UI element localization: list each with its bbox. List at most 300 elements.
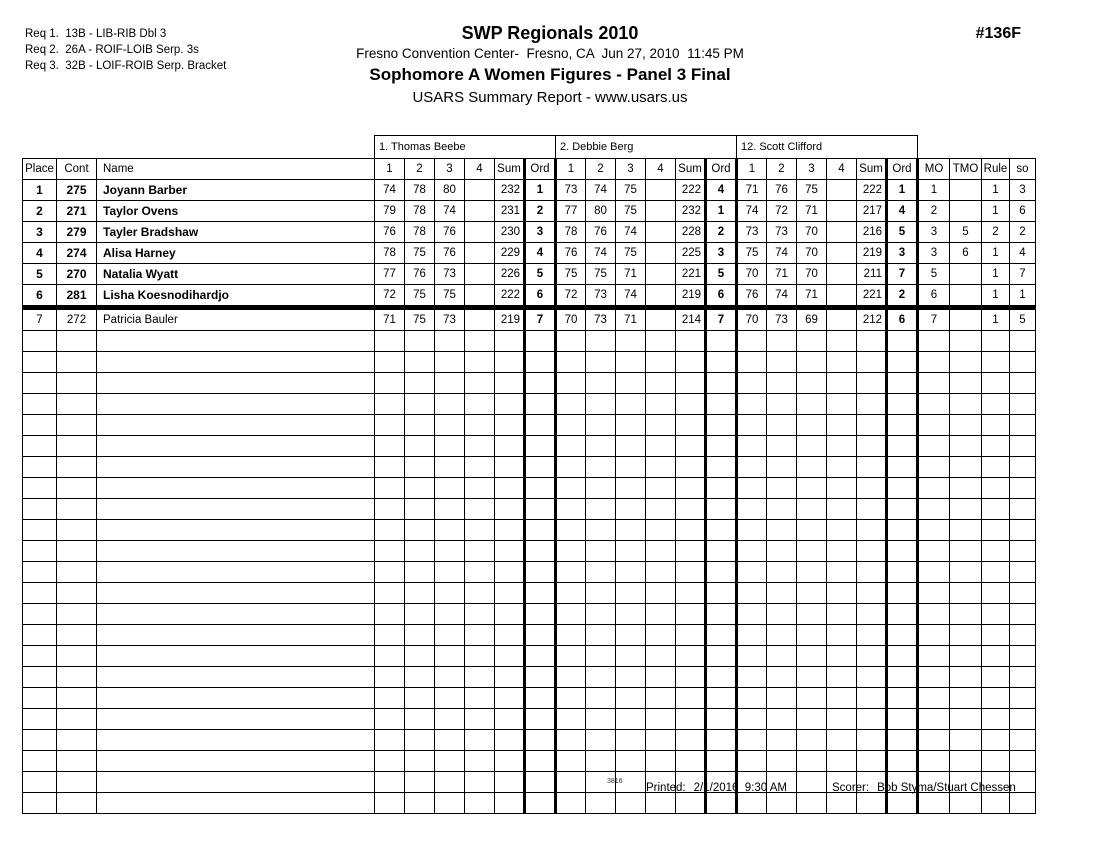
place-cell: 4 (23, 243, 57, 264)
score-cell (465, 243, 495, 264)
score-cell (375, 541, 405, 562)
ordinal-cell (525, 751, 556, 772)
ordinal-cell (706, 352, 737, 373)
so-cell (1010, 457, 1036, 478)
place-cell (23, 436, 57, 457)
score-cell (646, 373, 676, 394)
place-cell (23, 520, 57, 541)
score-cell: 76 (556, 243, 586, 264)
score-cell (646, 751, 676, 772)
empty-row (23, 667, 1036, 688)
ordinal-cell: 4 (525, 243, 556, 264)
tmo-cell (950, 688, 982, 709)
score-cell: 70 (797, 243, 827, 264)
sum-cell: 232 (495, 180, 525, 201)
score-cell (737, 520, 767, 541)
majority-cell (918, 541, 950, 562)
score-cell (586, 709, 616, 730)
sum-cell (676, 373, 706, 394)
name-cell (97, 541, 375, 562)
rule-cell (982, 667, 1010, 688)
rule-cell: 2 (982, 222, 1010, 243)
score-cell (465, 201, 495, 222)
score-cell (435, 331, 465, 352)
score-cell: 73 (556, 180, 586, 201)
score-cell: 75 (797, 180, 827, 201)
score-cell (767, 751, 797, 772)
majority-cell (918, 751, 950, 772)
so-cell: 1 (1010, 285, 1036, 308)
contestant-number-cell (57, 415, 97, 436)
score-cell (646, 562, 676, 583)
score-cell (827, 541, 857, 562)
score-cell (435, 541, 465, 562)
ordinal-cell (525, 772, 556, 793)
sum-cell (495, 520, 525, 541)
score-cell (827, 667, 857, 688)
score-cell: 74 (616, 285, 646, 308)
empty-row (23, 541, 1036, 562)
place-cell: 5 (23, 264, 57, 285)
score-cell (646, 308, 676, 331)
rule-cell (982, 688, 1010, 709)
rule-cell (982, 415, 1010, 436)
empty-row (23, 436, 1036, 457)
score-cell (375, 709, 405, 730)
score-cell (556, 373, 586, 394)
name-cell (97, 709, 375, 730)
judge3-score3-header: 3 (797, 159, 827, 180)
name-cell (97, 730, 375, 751)
score-cell (616, 436, 646, 457)
score-cell (435, 415, 465, 436)
score-cell (616, 499, 646, 520)
score-cell (375, 394, 405, 415)
ordinal-cell (887, 625, 918, 646)
score-cell (797, 709, 827, 730)
place-cell (23, 394, 57, 415)
printed-label: Printed: (646, 782, 686, 794)
ordinal-cell (525, 583, 556, 604)
score-cell (375, 478, 405, 499)
sum-cell (495, 394, 525, 415)
score-cell (737, 793, 767, 814)
judge2-score3-header: 3 (616, 159, 646, 180)
score-cell (616, 415, 646, 436)
sum-cell (676, 352, 706, 373)
empty-row (23, 688, 1036, 709)
tmo-cell (950, 285, 982, 308)
ordinal-cell (887, 499, 918, 520)
tmo-header: TMO (950, 159, 982, 180)
score-cell (737, 709, 767, 730)
result-row (23, 222, 1036, 243)
printed-line (646, 782, 787, 794)
ordinal-cell (887, 541, 918, 562)
score-cell (616, 793, 646, 814)
score-cell (375, 646, 405, 667)
score-cell (465, 285, 495, 308)
sum-cell (495, 709, 525, 730)
score-cell (435, 646, 465, 667)
score-cell (767, 730, 797, 751)
contestant-number-cell (57, 541, 97, 562)
score-cell (405, 520, 435, 541)
score-cell (375, 730, 405, 751)
ordinal-cell (887, 478, 918, 499)
sum-cell (495, 751, 525, 772)
result-row (23, 264, 1036, 285)
sum-cell (676, 793, 706, 814)
sum-cell (495, 730, 525, 751)
empty-row (23, 562, 1036, 583)
score-cell (797, 352, 827, 373)
score-cell (405, 373, 435, 394)
score-cell: 71 (375, 308, 405, 331)
score-cell (586, 373, 616, 394)
score-cell (797, 478, 827, 499)
scorer-value: Bob Styma/Stuart Chessen (877, 782, 1016, 794)
empty-row (23, 709, 1036, 730)
score-cell: 75 (435, 285, 465, 308)
score-cell (827, 394, 857, 415)
rule-cell (982, 499, 1010, 520)
name-cell (97, 520, 375, 541)
score-cell (737, 499, 767, 520)
ordinal-cell: 1 (887, 180, 918, 201)
score-cell (586, 730, 616, 751)
majority-header: MO (918, 159, 950, 180)
score-cell (435, 625, 465, 646)
score-cell (646, 625, 676, 646)
sum-cell (495, 331, 525, 352)
ordinal-cell: 2 (706, 222, 737, 243)
score-cell (737, 352, 767, 373)
ordinal-cell (887, 688, 918, 709)
ordinal-cell (887, 730, 918, 751)
score-cell: 76 (586, 222, 616, 243)
score-cell (646, 201, 676, 222)
tmo-cell (950, 499, 982, 520)
place-cell (23, 646, 57, 667)
score-cell (797, 730, 827, 751)
rule-cell (982, 751, 1010, 772)
score-cell (405, 772, 435, 793)
score-cell (646, 583, 676, 604)
sum-cell (676, 499, 706, 520)
rule-cell (982, 373, 1010, 394)
tmo-cell (950, 583, 982, 604)
score-cell (405, 667, 435, 688)
score-cell (767, 688, 797, 709)
so-cell (1010, 751, 1036, 772)
tmo-cell (950, 646, 982, 667)
sum-cell: 232 (676, 201, 706, 222)
score-cell (375, 751, 405, 772)
ordinal-cell (706, 646, 737, 667)
tmo-cell: 5 (950, 222, 982, 243)
name-cell (97, 562, 375, 583)
score-cell (556, 751, 586, 772)
score-cell (586, 604, 616, 625)
majority-cell (918, 331, 950, 352)
score-cell (586, 541, 616, 562)
ordinal-cell (706, 436, 737, 457)
score-cell: 71 (616, 308, 646, 331)
name-header: Name (97, 159, 375, 180)
score-cell (767, 415, 797, 436)
score-cell: 75 (616, 180, 646, 201)
score-cell (737, 415, 767, 436)
contestant-number-cell (57, 604, 97, 625)
judge-name-box-3: 12. Scott Clifford (737, 136, 918, 159)
score-cell (405, 604, 435, 625)
score-cell (465, 478, 495, 499)
score-cell: 80 (435, 180, 465, 201)
score-cell (586, 394, 616, 415)
score-cell (405, 562, 435, 583)
score-cell (646, 604, 676, 625)
score-cell (405, 331, 435, 352)
sum-cell (495, 646, 525, 667)
ordinal-cell (887, 604, 918, 625)
score-cell (465, 772, 495, 793)
score-cell (616, 478, 646, 499)
so-cell (1010, 646, 1036, 667)
score-cell (737, 562, 767, 583)
score-cell (646, 793, 676, 814)
sum-cell: 211 (857, 264, 887, 285)
score-cell (435, 394, 465, 415)
score-cell (556, 646, 586, 667)
empty-row (23, 331, 1036, 352)
score-cell (465, 308, 495, 331)
score-cell (556, 562, 586, 583)
sum-cell (676, 751, 706, 772)
score-cell (405, 415, 435, 436)
place-cell (23, 667, 57, 688)
score-cell (465, 331, 495, 352)
so-cell: 7 (1010, 264, 1036, 285)
sum-cell (495, 562, 525, 583)
sum-cell: 222 (857, 180, 887, 201)
score-cell: 73 (767, 308, 797, 331)
score-cell (586, 646, 616, 667)
score-cell (465, 180, 495, 201)
score-cell (827, 478, 857, 499)
so-cell: 4 (1010, 243, 1036, 264)
tmo-cell (950, 625, 982, 646)
majority-cell (918, 646, 950, 667)
ordinal-cell (706, 730, 737, 751)
score-cell (797, 793, 827, 814)
rule-cell (982, 457, 1010, 478)
tmo-cell (950, 308, 982, 331)
sum-cell (495, 457, 525, 478)
sum-cell: 219 (495, 308, 525, 331)
majority-cell (918, 394, 950, 415)
score-cell (405, 478, 435, 499)
score-cell (465, 583, 495, 604)
event-panel-title: Sophomore A Women Figures - Panel 3 Final (369, 65, 731, 84)
score-cell: 73 (586, 285, 616, 308)
score-cell (646, 646, 676, 667)
ordinal-cell: 7 (706, 308, 737, 331)
score-cell (827, 201, 857, 222)
score-cell (616, 625, 646, 646)
sum-cell (857, 331, 887, 352)
place-cell (23, 499, 57, 520)
contestant-number-cell (57, 793, 97, 814)
score-cell (556, 667, 586, 688)
result-row (23, 308, 1036, 331)
score-cell (556, 331, 586, 352)
rule-cell (982, 709, 1010, 730)
so-cell (1010, 394, 1036, 415)
score-cell (767, 793, 797, 814)
majority-cell (918, 415, 950, 436)
name-cell: Alisa Harney (97, 243, 375, 264)
score-cell: 72 (556, 285, 586, 308)
empty-row (23, 646, 1036, 667)
scorer-label: Scorer: (832, 782, 870, 794)
so-cell (1010, 709, 1036, 730)
score-cell (797, 562, 827, 583)
judge1-score4-header: 4 (465, 159, 495, 180)
so-header: so (1010, 159, 1036, 180)
sum-cell (676, 331, 706, 352)
ordinal-cell: 1 (706, 201, 737, 222)
tmo-cell (950, 751, 982, 772)
score-cell: 73 (435, 264, 465, 285)
tmo-cell (950, 604, 982, 625)
score-cell (405, 793, 435, 814)
judge3-score2-header: 2 (767, 159, 797, 180)
name-cell: Patricia Bauler (97, 308, 375, 331)
name-cell (97, 667, 375, 688)
score-cell (767, 583, 797, 604)
score-cell (827, 331, 857, 352)
score-cell (435, 772, 465, 793)
sum-cell (495, 793, 525, 814)
sum-cell: 212 (857, 308, 887, 331)
score-cell (646, 520, 676, 541)
place-cell (23, 541, 57, 562)
rule-cell (982, 730, 1010, 751)
score-cell (797, 457, 827, 478)
place-cell: 6 (23, 285, 57, 308)
majority-cell (918, 520, 950, 541)
so-cell (1010, 436, 1036, 457)
score-cell (737, 688, 767, 709)
name-cell (97, 625, 375, 646)
score-cell (586, 436, 616, 457)
ordinal-cell (706, 499, 737, 520)
sum-cell (495, 625, 525, 646)
name-cell: Tayler Bradshaw (97, 222, 375, 243)
ordinal-cell (525, 331, 556, 352)
score-cell (797, 499, 827, 520)
score-cell (375, 415, 405, 436)
sum-cell (857, 751, 887, 772)
tmo-cell: 6 (950, 243, 982, 264)
ordinal-cell (525, 793, 556, 814)
majority-cell: 7 (918, 308, 950, 331)
ordinal-cell (525, 709, 556, 730)
sum-cell (676, 730, 706, 751)
score-cell (465, 499, 495, 520)
empty-row (23, 520, 1036, 541)
judge1-ordinal-header: Ord (525, 159, 556, 180)
score-cell: 75 (405, 243, 435, 264)
score-cell (827, 457, 857, 478)
score-cell (465, 562, 495, 583)
ordinal-cell (525, 688, 556, 709)
judge1-score1-header: 1 (375, 159, 405, 180)
score-cell (465, 222, 495, 243)
name-cell: Joyann Barber (97, 180, 375, 201)
sum-cell (857, 604, 887, 625)
name-cell (97, 751, 375, 772)
score-cell (767, 541, 797, 562)
score-cell (375, 772, 405, 793)
judge1-sum-header: Sum (495, 159, 525, 180)
rule-cell (982, 352, 1010, 373)
place-cell (23, 772, 57, 793)
tmo-cell (950, 415, 982, 436)
contestant-number-cell: 281 (57, 285, 97, 308)
name-cell (97, 499, 375, 520)
tmo-cell (950, 180, 982, 201)
score-cell (375, 793, 405, 814)
score-cell (646, 415, 676, 436)
contestant-number-cell (57, 730, 97, 751)
name-cell (97, 373, 375, 394)
score-cell (556, 709, 586, 730)
score-cell (435, 520, 465, 541)
contestant-number-cell (57, 457, 97, 478)
name-cell (97, 583, 375, 604)
score-cell (767, 394, 797, 415)
score-cell (737, 478, 767, 499)
score-cell: 75 (616, 201, 646, 222)
ordinal-cell: 4 (706, 180, 737, 201)
ordinal-cell (706, 604, 737, 625)
score-cell (405, 541, 435, 562)
judge2-score2-header: 2 (586, 159, 616, 180)
majority-cell (918, 583, 950, 604)
sum-cell (857, 625, 887, 646)
score-cell (465, 457, 495, 478)
rule-cell (982, 583, 1010, 604)
score-cell (435, 373, 465, 394)
score-cell (827, 562, 857, 583)
score-cell (586, 562, 616, 583)
score-cell (646, 285, 676, 308)
ordinal-cell (525, 520, 556, 541)
tmo-cell (950, 436, 982, 457)
place-cell: 1 (23, 180, 57, 201)
place-cell (23, 751, 57, 772)
score-cell (405, 709, 435, 730)
score-cell (797, 688, 827, 709)
tmo-cell (950, 793, 982, 814)
score-cell (375, 373, 405, 394)
header-spacer-left (23, 136, 375, 159)
requirement-line-2: Req 2. 26A - ROIF-LOIB Serp. 3s (25, 44, 199, 56)
so-cell (1010, 604, 1036, 625)
score-cell (405, 457, 435, 478)
